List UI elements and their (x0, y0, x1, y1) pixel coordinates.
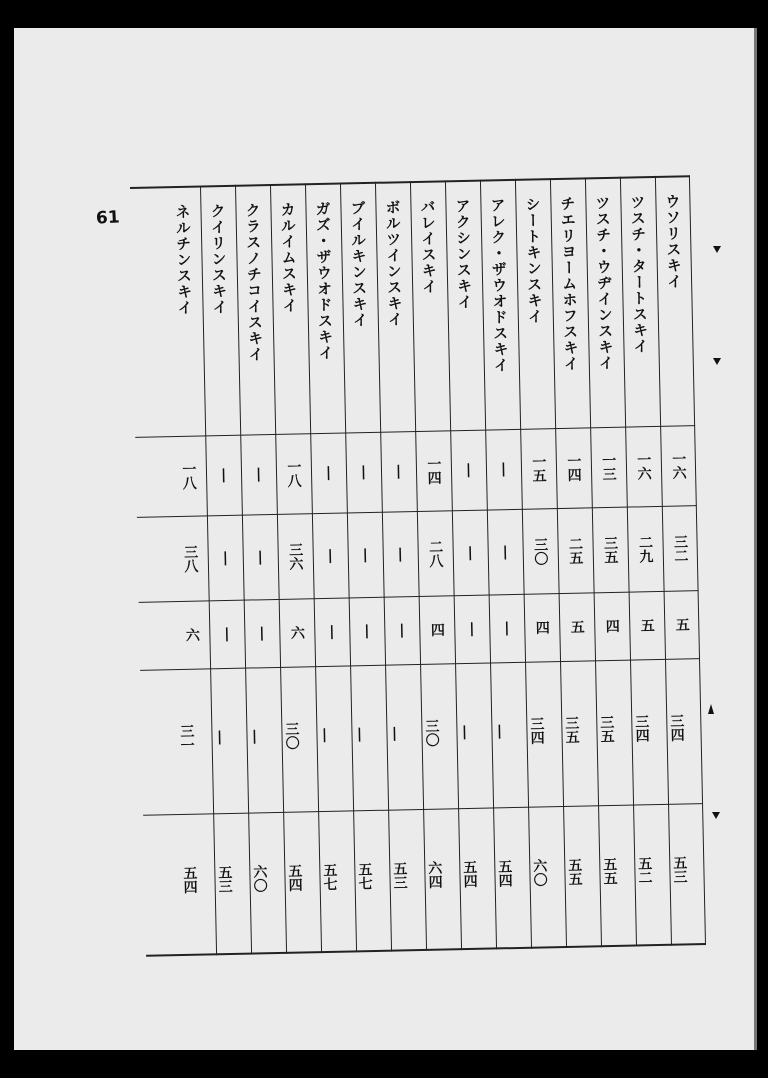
value-cell: 五七 (321, 862, 338, 892)
value-cell: | (250, 466, 267, 483)
value-cell: 三六 (286, 541, 304, 571)
margin-mark (713, 246, 721, 253)
district-name: カルイムスキイ (278, 201, 299, 314)
page-number: 61 (95, 207, 121, 229)
district-name: アレク・ザウオドスキイ (488, 197, 510, 374)
value-cell: | (491, 722, 508, 739)
value-cell: 五四 (181, 865, 198, 895)
value-cell: 三〇 (531, 536, 549, 566)
value-cell: | (463, 620, 480, 638)
value-cell: 五四 (286, 863, 303, 892)
value-cell: | (498, 619, 515, 637)
value-cell: 四 (603, 618, 620, 634)
value-cell: 五五 (601, 856, 618, 886)
value-cell: | (246, 727, 263, 745)
value-cell: | (253, 625, 271, 642)
value-cell: 三四 (633, 713, 650, 743)
district-name: クラスノチコイスキイ (243, 202, 265, 363)
data-table (130, 175, 706, 957)
value-cell: 一五 (530, 454, 547, 483)
value-cell: 一四 (425, 456, 442, 485)
margin-mark (708, 704, 714, 714)
district-name: ブイルキンスキイ (348, 200, 370, 329)
district-name: ツスチ・ウヂインスキイ (593, 194, 615, 372)
value-cell: 三八 (181, 544, 199, 573)
value-cell: 三四 (668, 712, 685, 742)
value-cell: 六〇 (251, 864, 268, 893)
value-cell: 二五 (566, 536, 584, 565)
value-cell: 五四 (461, 859, 478, 889)
value-cell: 一八 (285, 459, 302, 488)
margin-mark (712, 812, 720, 819)
value-cell: 五七 (356, 862, 373, 891)
value-cell: | (323, 623, 341, 640)
district-name: ウソリスキイ (663, 193, 684, 290)
district-name: ツスチ・タートスキイ (628, 194, 650, 355)
value-cell: 一四 (565, 453, 582, 482)
value-cell: | (358, 622, 376, 640)
value-cell: 一六 (670, 451, 687, 480)
value-cell: 三四 (528, 715, 545, 745)
value-cell: 二八 (426, 538, 444, 568)
value-cell: | (393, 622, 411, 639)
value-cell: 三〇 (423, 718, 440, 747)
value-cell: 五 (673, 617, 690, 632)
value-cell: 二九 (636, 534, 654, 563)
value-cell: 四 (533, 620, 550, 635)
value-cell: | (462, 544, 479, 561)
value-cell: 五三 (216, 864, 233, 894)
value-cell: 三五 (563, 715, 580, 744)
value-cell: 一八 (180, 461, 197, 490)
value-cell: | (252, 548, 269, 565)
value-cell: 三〇 (283, 721, 300, 750)
value-cell: 五五 (566, 857, 583, 886)
district-name: クイリンスキイ (208, 202, 229, 316)
value-cell: | (218, 625, 236, 643)
value-cell: | (386, 724, 403, 742)
district-name: ガズ・ザウオドスキイ (313, 200, 335, 362)
value-cell: 三一 (178, 723, 195, 752)
value-cell: | (217, 549, 234, 566)
value-cell: 五三 (671, 855, 688, 884)
value-cell: | (456, 723, 473, 740)
value-cell: | (390, 463, 407, 480)
value-cell: 三二 (671, 533, 689, 563)
district-name: バレイスキイ (418, 198, 439, 295)
value-cell: | (392, 545, 409, 563)
value-cell: | (357, 546, 374, 563)
district-name: ボルツインスキイ (383, 199, 404, 328)
value-cell: 六 (288, 625, 306, 640)
margin-mark (713, 358, 721, 365)
district-name: シートキンスキイ (523, 196, 544, 325)
district-name: ネルチンスキイ (173, 203, 194, 317)
value-cell: 六〇 (531, 858, 548, 887)
value-cell: 三五 (601, 535, 619, 564)
value-cell: 六四 (426, 860, 443, 889)
value-cell: | (460, 461, 477, 479)
value-cell: | (355, 463, 372, 481)
value-cell: | (211, 728, 228, 745)
value-cell: | (320, 464, 337, 482)
value-cell: | (495, 461, 512, 478)
value-cell: | (215, 466, 232, 484)
value-cell: | (351, 725, 368, 742)
value-cell: 三五 (598, 714, 615, 743)
value-cell: | (497, 543, 514, 560)
value-cell: 五 (568, 619, 585, 634)
district-name: アクシンスキイ (453, 197, 474, 311)
value-cell: 一三 (600, 452, 617, 482)
value-cell: | (316, 726, 333, 743)
value-cell: | (322, 547, 339, 564)
value-cell: 五三 (391, 861, 408, 890)
value-cell: 五 (638, 618, 655, 633)
value-cell: 六 (183, 627, 201, 642)
value-cell: 一六 (635, 452, 652, 481)
district-name: チエリヨームホフスキイ (558, 195, 580, 372)
value-cell: 五四 (496, 859, 513, 888)
value-cell: 四 (428, 622, 445, 637)
value-cell: 五二 (636, 856, 653, 885)
